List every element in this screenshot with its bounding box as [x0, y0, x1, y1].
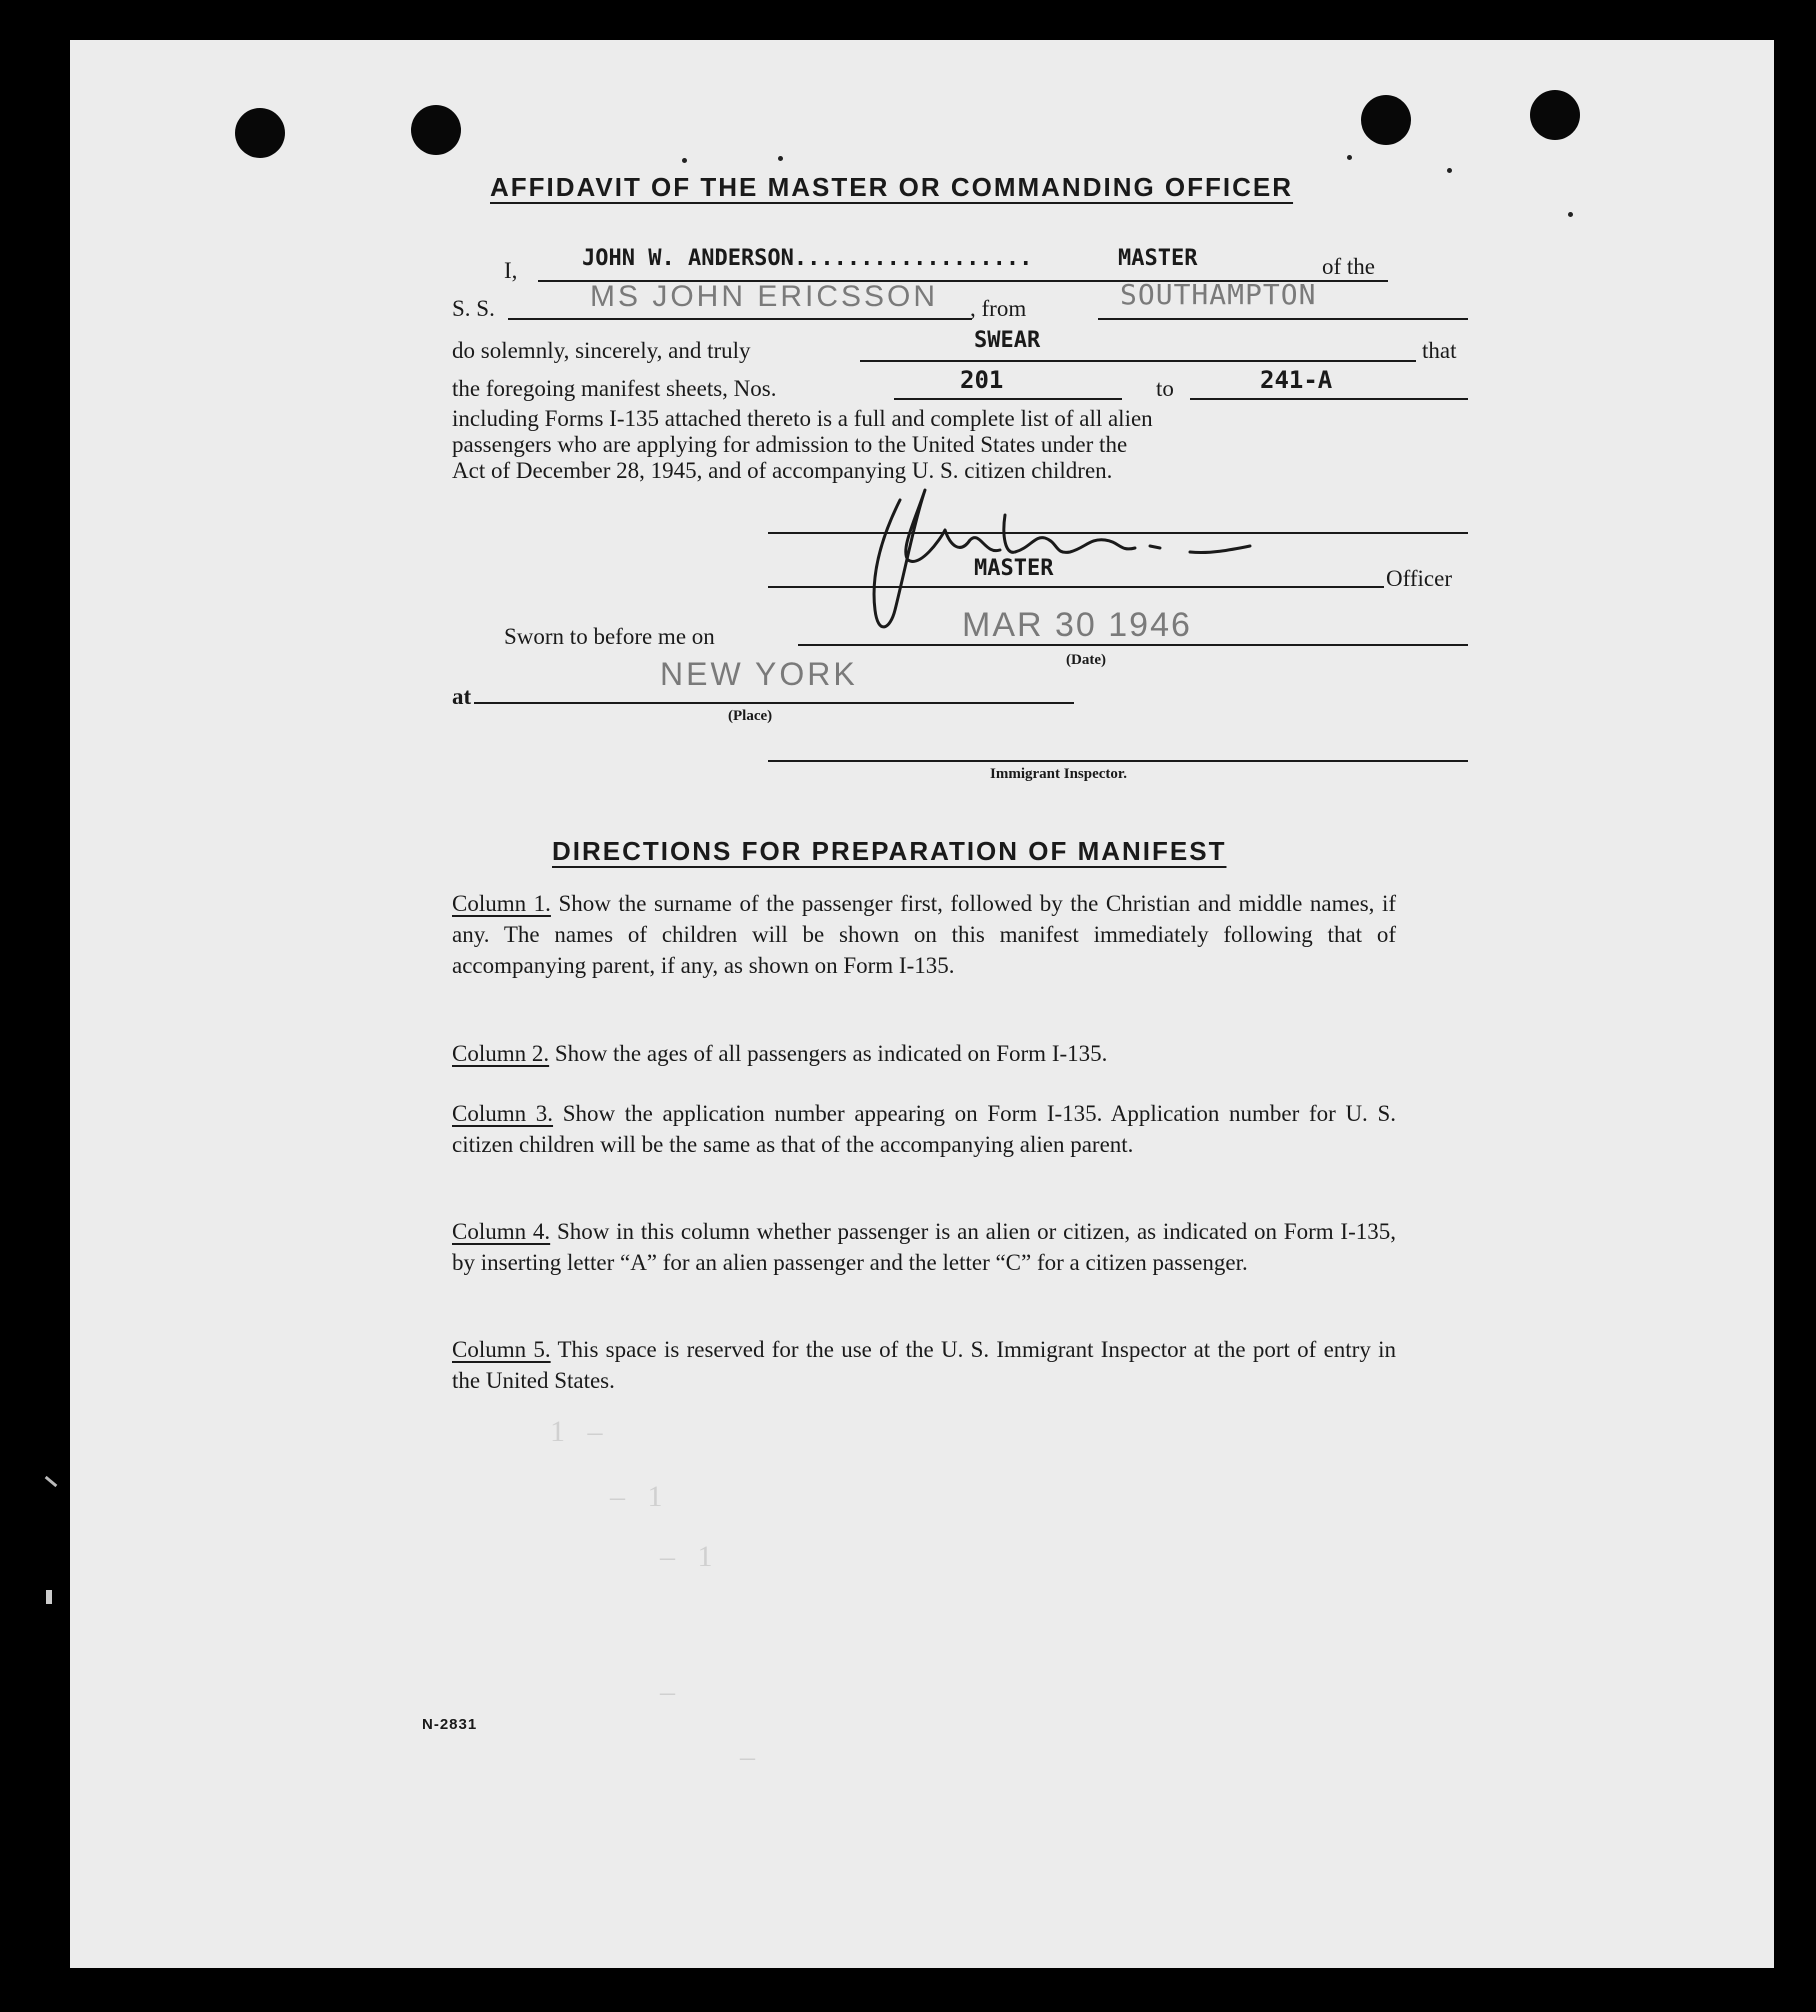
i-label: I, [504, 258, 518, 283]
punch-hole [1361, 95, 1411, 145]
affidavit-body-line: Act of December 28, 1945, and of accompanying U. S. citizen children. [452, 458, 1113, 483]
bleed-through-mark: – [660, 1675, 675, 1708]
date-caption: (Date) [1066, 652, 1106, 668]
speck [1447, 168, 1452, 173]
master-title: MASTER [1118, 246, 1198, 271]
sheet-to: 241-A [1260, 366, 1333, 394]
place-line [474, 702, 1074, 704]
speck [778, 156, 783, 161]
direction-label: Column 5. [452, 1337, 551, 1362]
signature-line [768, 532, 1468, 534]
affidavit-body-line: passengers who are applying for admission to the United States under the [452, 432, 1128, 457]
solemnly-text: do solemnly, sincerely, and truly [452, 338, 751, 363]
direction-text: Show the ages of all passengers as indicated on Form I-135. [554, 1041, 1108, 1066]
to-label: to [1156, 376, 1174, 401]
edge-mark [46, 1590, 52, 1604]
of-the-label: of the [1322, 254, 1376, 279]
that-label: that [1422, 338, 1457, 363]
direction-label: Column 3. [452, 1101, 554, 1126]
direction-column-3 [452, 1098, 1396, 1160]
ss-label: S. S. [452, 296, 495, 321]
punch-hole [411, 105, 461, 155]
sheets-text: the foregoing manifest sheets, Nos. [452, 376, 777, 401]
document-page [70, 40, 1774, 1968]
directions-title: DIRECTIONS FOR PREPARATION OF MANIFEST [552, 836, 1227, 866]
master-name: JOHN W. ANDERSON.................. [582, 246, 1033, 271]
bleed-through-mark: 1 – [550, 1415, 603, 1448]
sworn-text: Sworn to before me on [504, 624, 715, 649]
form-number: N-2831 [422, 1716, 478, 1733]
direction-label: Column 1. [452, 891, 551, 916]
direction-text: Show the surname of the passenger first, followed by the Christian and middle names, if any. The names of children will be shown on this manifest immediately following that of accompanying parent, if any, as shown on Form I-135. [452, 891, 1397, 978]
edge-mark [45, 1476, 58, 1487]
from-port-stamp: SOUTHAMPTON [1120, 278, 1317, 311]
oath-line [860, 360, 1416, 362]
bleed-through-mark: – 1 [660, 1540, 713, 1573]
place-stamp: NEW YORK [660, 656, 858, 692]
officer-line [768, 586, 1384, 588]
at-label: at [452, 684, 472, 709]
direction-label: Column 4. [452, 1219, 551, 1244]
sworn-date-stamp: MAR 30 1946 [962, 606, 1192, 644]
direction-text: Show the application number appearing on Form I-135. Application number for U. S. citizen children will be the same as that of the accompanying alien parent. [452, 1101, 1397, 1157]
speck [682, 158, 687, 163]
affidavit-body-line: including Forms I-135 attached thereto is a full and complete list of all alien [452, 406, 1153, 431]
sheet-from: 201 [960, 366, 1004, 394]
sheet-to-line [1190, 398, 1468, 400]
ship-name-line [508, 318, 972, 320]
affidavit-title: AFFIDAVIT OF THE MASTER OR COMMANDING OFFICER [490, 172, 1294, 202]
sheet-from-line [894, 398, 1122, 400]
punch-hole [235, 108, 285, 158]
officer-label: Officer [1386, 566, 1452, 591]
direction-column-5 [452, 1334, 1396, 1396]
from-label: , from [970, 296, 1027, 321]
officer-rank: MASTER [974, 556, 1054, 581]
inspector-caption: Immigrant Inspector. [990, 766, 1127, 782]
bleed-through-mark: – [740, 1740, 755, 1773]
bleed-through-mark: – 1 [610, 1480, 663, 1513]
direction-column-1 [452, 888, 1396, 981]
place-caption: (Place) [728, 708, 773, 724]
direction-text: This space is reserved for the use of the U. S. Immigrant Inspector at the port of entry in the United States. [452, 1337, 1396, 1393]
speck [1347, 155, 1352, 160]
direction-label: Column 2. [452, 1041, 550, 1066]
ship-name-stamp: MS JOHN ERICSSON [590, 280, 939, 313]
speck [1568, 212, 1573, 217]
punch-hole [1530, 90, 1580, 140]
direction-column-2 [452, 1038, 1396, 1069]
direction-column-4 [452, 1216, 1396, 1278]
direction-text: Show in this column whether passenger is an alien or citizen, as indicated on Form I-135, by inserting letter “A” for an alien passenger and the letter “C” for a citizen passenger. [452, 1219, 1396, 1275]
from-port-line [1098, 318, 1468, 320]
oath-word: SWEAR [974, 328, 1041, 353]
inspector-line [768, 760, 1468, 762]
